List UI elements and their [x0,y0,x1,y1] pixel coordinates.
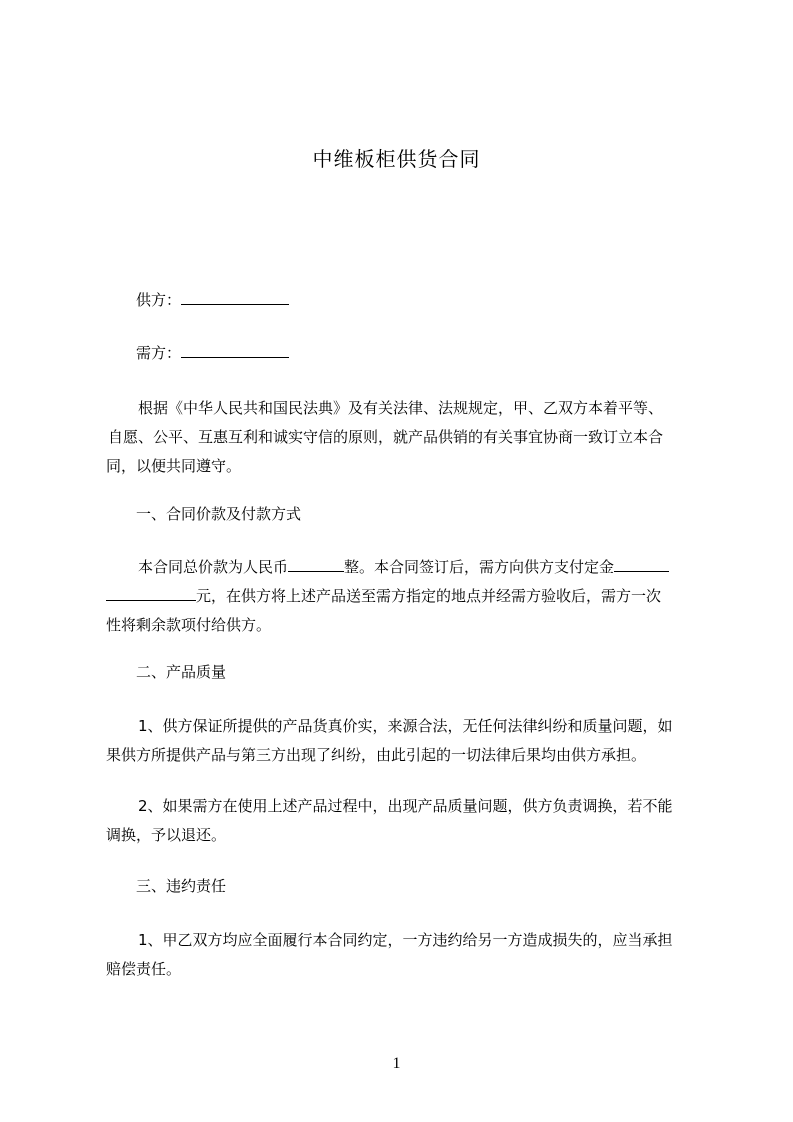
section-heading [106,872,706,901]
liability-clause-1 [106,926,706,984]
preamble-line: 根据《中华人民共和国民法典》及有关法律、法规规定，甲、乙双方本着平等、 [138,399,664,417]
section1-heading: 一、合同价款及付款方式 [136,505,302,523]
clause-line: 1、甲乙双方均应全面履行本合同约定，一方违约给另一方造成损失的，应当承担 [138,931,673,949]
payment-text: 元，在供方将上述产品送至需方指定的地点并经需方验收后，需方一次 [196,587,662,605]
section-heading [106,500,706,529]
section2-heading: 二、产品质量 [136,663,227,681]
buyer-label: 需方： [136,344,182,362]
clause-line: 1、供方保证所提供的产品货真价实，来源合法，无任何法律纠纷和质量问题，如 [138,717,673,735]
payment-text: 本合同总价款为人民币 [138,558,289,576]
supplier-label: 供方： [136,291,182,309]
supplier-blank-line[interactable] [181,287,289,305]
page-number: 1 [392,1055,401,1072]
payment-text: 性将剩余款项付给供方。 [106,616,272,634]
clause-line: 果供方所提供产品与第三方出现了纠纷，由此引起的一切法律后果均由供方承担。 [106,746,647,764]
quality-clause-2 [106,792,706,850]
payment-text: 整。本合同签订后，需方向供方支付定金 [344,558,615,576]
preamble-line: 自愿、公平、互惠互利和诚实守信的原则，就产品供销的有关事宜协商一致订立本合 [108,428,664,446]
clause-line: 2、如果需方在使用上述产品过程中，出现产品质量问题，供方负责调换，若不能 [138,797,673,815]
payment-paragraph [106,553,706,640]
section-heading [106,658,706,687]
contract-title: 中维板柜供货合同 [312,147,481,171]
preamble-line: 同，以便共同遵守。 [106,457,242,475]
total-price-blank[interactable] [288,554,344,572]
deposit-blank-start[interactable] [614,554,669,572]
buyer-field [106,339,706,368]
preamble-paragraph [106,394,706,481]
buyer-blank-line[interactable] [181,340,289,358]
clause-line: 调换，予以退还。 [106,826,227,844]
quality-clause-1 [106,712,706,770]
deposit-blank-end[interactable] [106,583,196,601]
supplier-field [106,286,706,315]
section3-heading: 三、违约责任 [136,877,227,895]
clause-line: 赔偿责任。 [106,960,182,978]
